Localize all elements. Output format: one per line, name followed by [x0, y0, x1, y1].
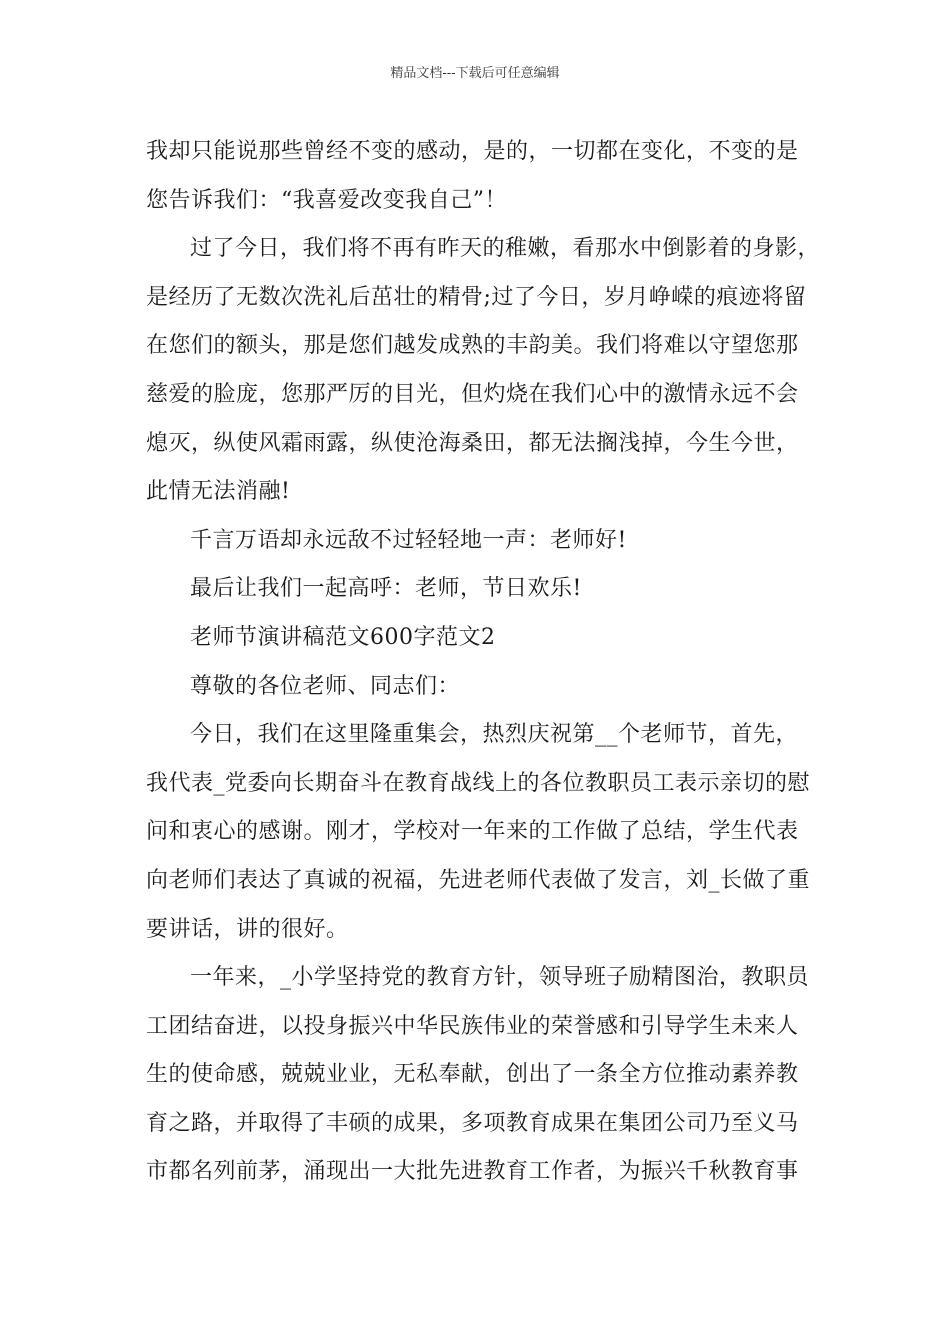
text-line: 您告诉我们：“我喜爱改变我自己”！	[146, 187, 507, 213]
salutation	[146, 663, 836, 712]
text-line: 向老师们表达了真诚的祝福，先进老师代表做了发言，刘_长做了重	[146, 867, 811, 893]
text-line: 最后让我们一起高呼：老师，节日欢乐!	[190, 576, 582, 602]
text-line: 育之路，并取得了丰硕的成果，多项教育成果在集团公司乃至义马	[146, 1110, 799, 1136]
paragraph	[146, 954, 836, 1197]
paragraph	[146, 128, 836, 225]
text-line: 是经历了无数次洗礼后茁壮的精骨;过了今日，岁月峥嵘的痕迹将留	[146, 284, 807, 310]
text-line: 慈爱的脸庞，您那严厉的目光，但灼烧在我们心中的激情永远不会	[146, 381, 799, 407]
text-line: 老师节演讲稿范文600字范文2	[190, 624, 496, 650]
text-line: 问和衷心的感谢。刚才，学校对一年来的工作做了总结，学生代表	[146, 819, 799, 845]
page-header: 精品文档---下载后可任意编辑	[390, 66, 560, 81]
text-line: 过了今日，我们将不再有昨天的稚嫩，看那水中倒影着的身影，	[190, 236, 821, 262]
text-line: 今日，我们在这里隆重集会，热烈庆祝第__个老师节，首先，	[190, 722, 799, 748]
document-body	[146, 128, 836, 1197]
text-line: 工团结奋进，以投身振兴中华民族伟业的荣誉感和引导学生未来人	[146, 1013, 799, 1039]
text-line: 生的使命感，兢兢业业，无私奉献，创出了一条全方位推动素养教	[146, 1062, 799, 1088]
section-heading	[146, 614, 836, 663]
text-line: 尊敬的各位老师、同志们：	[190, 673, 461, 699]
text-line: 此情无法消融!	[146, 479, 291, 505]
text-line: 要讲话，讲的很好。	[146, 916, 349, 942]
paragraph	[146, 565, 836, 614]
text-line: 我代表_党委向长期奋斗在教育战线上的各位教职员工表示亲切的慰	[146, 770, 811, 796]
paragraph	[146, 225, 836, 517]
paragraph	[146, 711, 836, 954]
text-line: 千言万语却永远敌不过轻轻地一声：老师好!	[190, 527, 627, 553]
text-line: 一年来，_小学坚持党的教育方针，领导班子励精图治，教职员	[190, 965, 810, 991]
paragraph	[146, 517, 836, 566]
text-line: 市都名列前茅，涌现出一大批先进教育工作者，为振兴千秋教育事	[146, 1159, 799, 1185]
text-line: 我却只能说那些曾经不变的感动，是的，一切都在变化，不变的是	[146, 139, 799, 164]
text-line: 在您们的额头，那是您们越发成熟的丰韵美。我们将难以守望您那	[146, 333, 799, 359]
text-line: 熄灭，纵使风霜雨露，纵使沧海桑田，都无法搁浅掉，今生今世，	[146, 430, 799, 456]
